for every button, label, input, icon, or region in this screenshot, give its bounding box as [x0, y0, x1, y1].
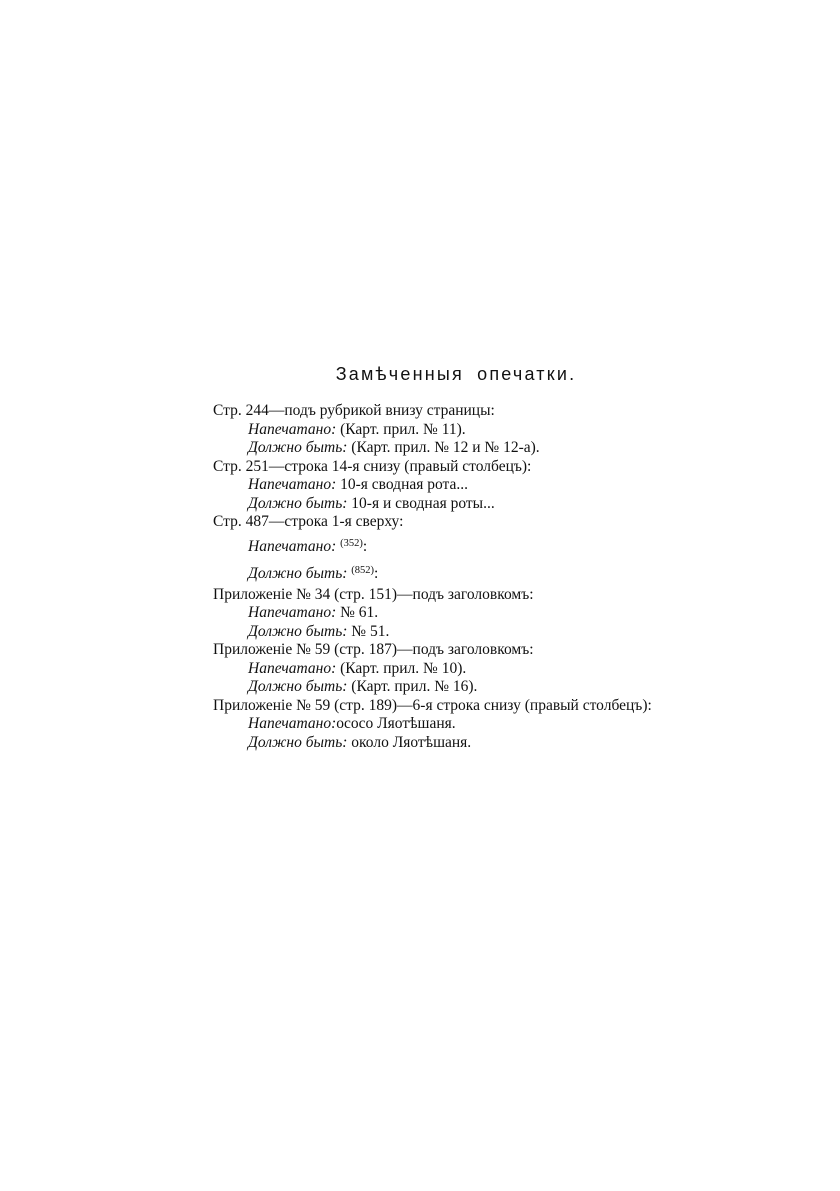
printed-label: Напечатано: — [248, 420, 337, 438]
printed-text: (Карт. прил. № 10). — [336, 659, 467, 677]
printed-line — [213, 476, 773, 495]
correction-superscript: (852) — [351, 564, 375, 576]
printed-line — [213, 715, 773, 734]
errata-entry-app59-p189 — [213, 697, 773, 753]
correction-text: около Ляотѣшаня. — [347, 733, 472, 751]
entry-reference: Стр. 487—строка 1-я сверху: — [213, 513, 404, 530]
correction-line — [213, 559, 773, 586]
correction-text: (Карт. прил. № 12 и № 12-а). — [347, 439, 540, 456]
printed-label: Напечатано: — [248, 537, 337, 555]
correction-label: Должно быть: — [248, 439, 348, 456]
entry-reference: Приложеніе № 59 (стр. 189)—6-я строка снизу (правый столбецъ): — [213, 696, 652, 714]
printed-line — [213, 660, 773, 679]
correction-label: Должно быть: — [248, 678, 348, 695]
correction-label: Должно быть: — [248, 733, 348, 751]
correction-line — [213, 623, 773, 642]
correction-label: Должно быть: — [248, 564, 348, 582]
errata-entry-p487 — [213, 513, 773, 586]
entry-reference: Стр. 244—подъ рубрикой внизу страницы: — [213, 402, 495, 419]
printed-text: № 61. — [336, 604, 379, 621]
printed-text: : — [362, 537, 368, 555]
errata-entry-p244 — [213, 402, 773, 458]
entry-reference: Приложеніе № 34 (стр. 151)—подъ заголовкомъ: — [213, 585, 534, 603]
errata-entry-p251 — [213, 458, 773, 514]
errata-entry-app34 — [213, 586, 773, 642]
printed-text: 10-я сводная рота... — [336, 476, 469, 493]
printed-superscript: (352) — [340, 537, 363, 549]
correction-label: Должно быть: — [248, 494, 348, 512]
errata-entry-app59-p187 — [213, 641, 773, 697]
correction-line — [213, 495, 773, 514]
printed-text: ococo Ляотѣшаня. — [336, 715, 456, 732]
correction-line — [213, 439, 773, 458]
correction-label: Должно быть: — [248, 622, 348, 640]
correction-text: : — [374, 564, 379, 582]
correction-line — [213, 734, 773, 753]
correction-text: (Карт. прил. № 16). — [347, 678, 478, 695]
correction-text: 10-я и сводная роты... — [347, 494, 495, 512]
errata-list — [213, 402, 773, 752]
entry-reference: Приложеніе № 59 (стр. 187)—подъ заголовкомъ: — [213, 641, 534, 658]
printed-text: (Карт. прил. № 11). — [336, 420, 466, 438]
page-title: Замѣченныя опечатки. — [335, 364, 577, 384]
printed-line — [213, 532, 773, 559]
correction-text: № 51. — [347, 622, 390, 640]
printed-line — [213, 604, 773, 623]
printed-line — [213, 421, 773, 440]
printed-label: Напечатано: — [248, 476, 337, 493]
entry-reference: Стр. 251—строка 14-я снизу (правый столбецъ): — [213, 457, 532, 475]
printed-label: Напечатано: — [248, 604, 337, 621]
correction-line — [213, 678, 773, 697]
printed-label: Напечатано: — [248, 659, 337, 677]
printed-label: Напечатано: — [248, 715, 337, 732]
